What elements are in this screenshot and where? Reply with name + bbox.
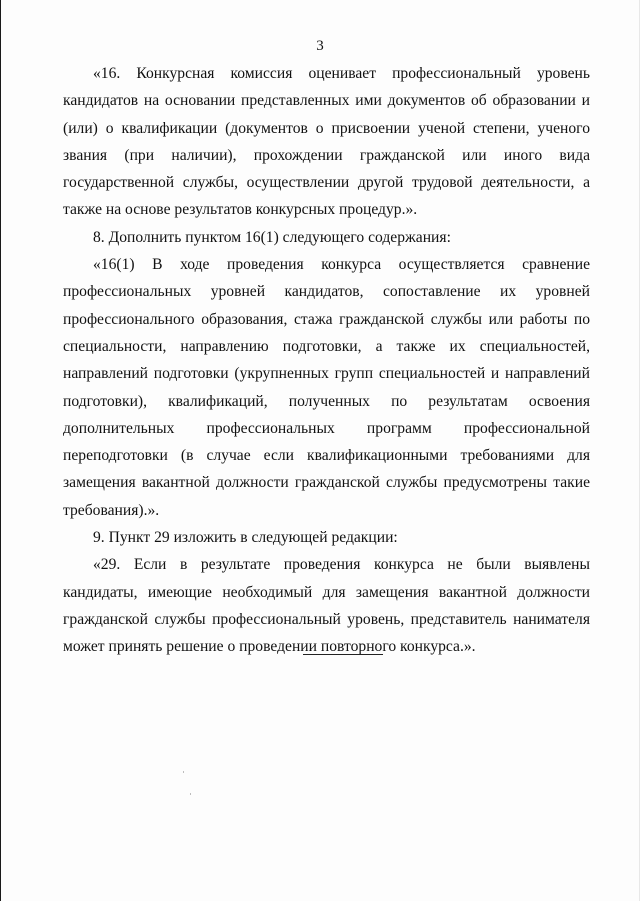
- paragraph-16: «16. Конкурсная комиссия оценивает профессиональный уровень кандидатов на основании представленных ими документов об образовании и (или) о квалификации (документов о присвоении ученой степени, ученого звания (при наличии), прохождении гражданской или иного вида государственной службы, осуществлении другой трудовой деятельности, а также на основе результатов конкурсных процедур.».: [63, 65, 590, 219]
- document-body: [63, 60, 590, 661]
- paragraph-amendment-8: 8. Дополнить пунктом 16(1) следующего содержания:: [93, 228, 451, 246]
- paragraph-amendment-9: 9. Пункт 29 изложить в следующей редакции:: [93, 529, 398, 547]
- paragraph-16-1: «16(1) В ходе проведения конкурса осуществляется сравнение профессиональных уровней кандидатов, сопоставление их уровней профессионального образования, стажа гражданской службы или работы по специальности, направлению подготовки, а также их специальностей, направлений подготовки (укрупненных групп специальностей и направлений подготовки), квалификаций, полученных по результатам освоения дополнительных профессиональных программ профессиональной переподготовки (в случае если квалификационными требованиями для замещения вакантной должности гражданской службы предусмотрены такие требования).».: [63, 256, 590, 519]
- scan-speck: [183, 771, 184, 773]
- scan-speck: [190, 793, 191, 795]
- end-separator-line: [303, 654, 383, 655]
- paragraph-29: «29. Если в результате проведения конкурса не были выявлены кандидаты, имеющие необходимый для замещения вакантной должности гражданской службы профессиональный уровень, представитель нанимателя может принять решение о проведении повторного конкурса.».: [63, 556, 590, 656]
- page-number: 3: [316, 38, 324, 54]
